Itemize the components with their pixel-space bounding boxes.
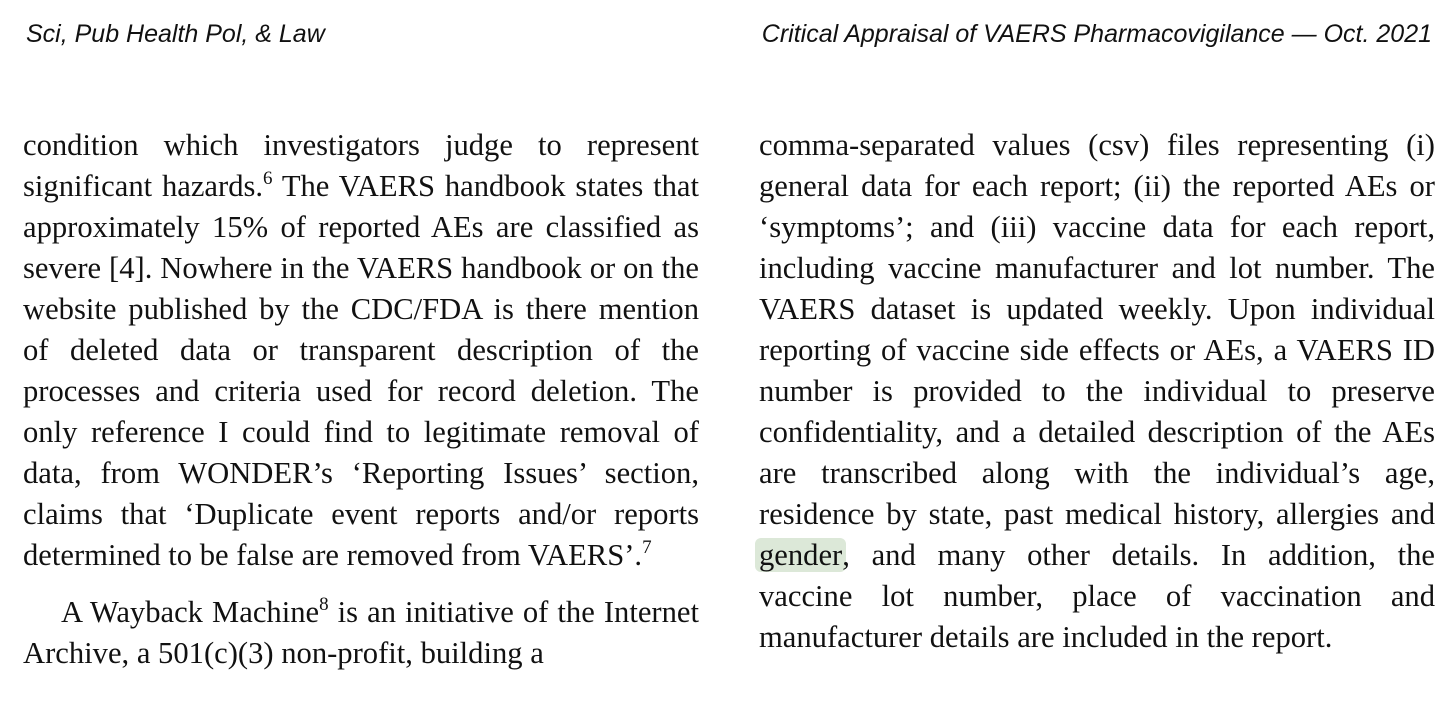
footnote-ref-7[interactable]: 7 xyxy=(642,537,652,558)
paragraph-3 xyxy=(759,125,1435,658)
paragraph-2 xyxy=(23,592,699,674)
paragraph-1 xyxy=(23,125,699,576)
paragraph-3-text-a: comma-separated values (csv) files representing (i) general data for each report; (ii) the reported AEs or ‘symptoms’; and (iii) vaccine data for each report, including vaccine manufacturer and lot number. The VAERS dataset is updated weekly. Upon individual reporting of vaccine side effects or AEs, a VAERS ID number is provided to the individual to preserve confidentiality, and a detailed description of the AEs are transcribed along with the individual’s age, residence by state, past medical history, allergies and xyxy=(759,128,1435,531)
left-column xyxy=(23,125,699,674)
journal-name: Sci, Pub Health Pol, & Law xyxy=(26,20,325,48)
highlighted-word[interactable]: gender xyxy=(755,538,846,572)
paragraph-2-text-a: A Wayback Machine xyxy=(61,595,320,629)
footnote-ref-8[interactable]: 8 xyxy=(319,594,329,615)
paragraph-1-text-b: The VAERS handbook states that approximately 15% of reported AEs are classified as severe [4]. Nowhere in the VAERS handbook or on the website published by the CDC/FDA is there mention of deleted data or transparent description of the processes and criteria used for record deletion. The only reference I could find to legitimate removal of data, from WONDER’s ‘Reporting Issues’ section, claims that ‘Duplicate event reports and/or reports determined to be false are removed from VAERS’. xyxy=(23,169,699,572)
paragraph-1-text-a: condition which investigators judge to represent significant hazards. xyxy=(23,128,699,203)
right-column xyxy=(759,125,1435,658)
footnote-ref-6[interactable]: 6 xyxy=(263,168,273,189)
paragraph-2-text-b: is an initiative of the Internet Archive, a 501(c)(3) non-profit, building a xyxy=(23,595,699,670)
running-header xyxy=(26,14,1432,54)
article-title-date: Critical Appraisal of VAERS Pharmacovigilance — Oct. 2021 xyxy=(761,20,1432,48)
paragraph-3-text-b: , and many other details. In addition, the vaccine lot number, place of vaccination and manufacturer details are included in the report. xyxy=(759,538,1435,654)
